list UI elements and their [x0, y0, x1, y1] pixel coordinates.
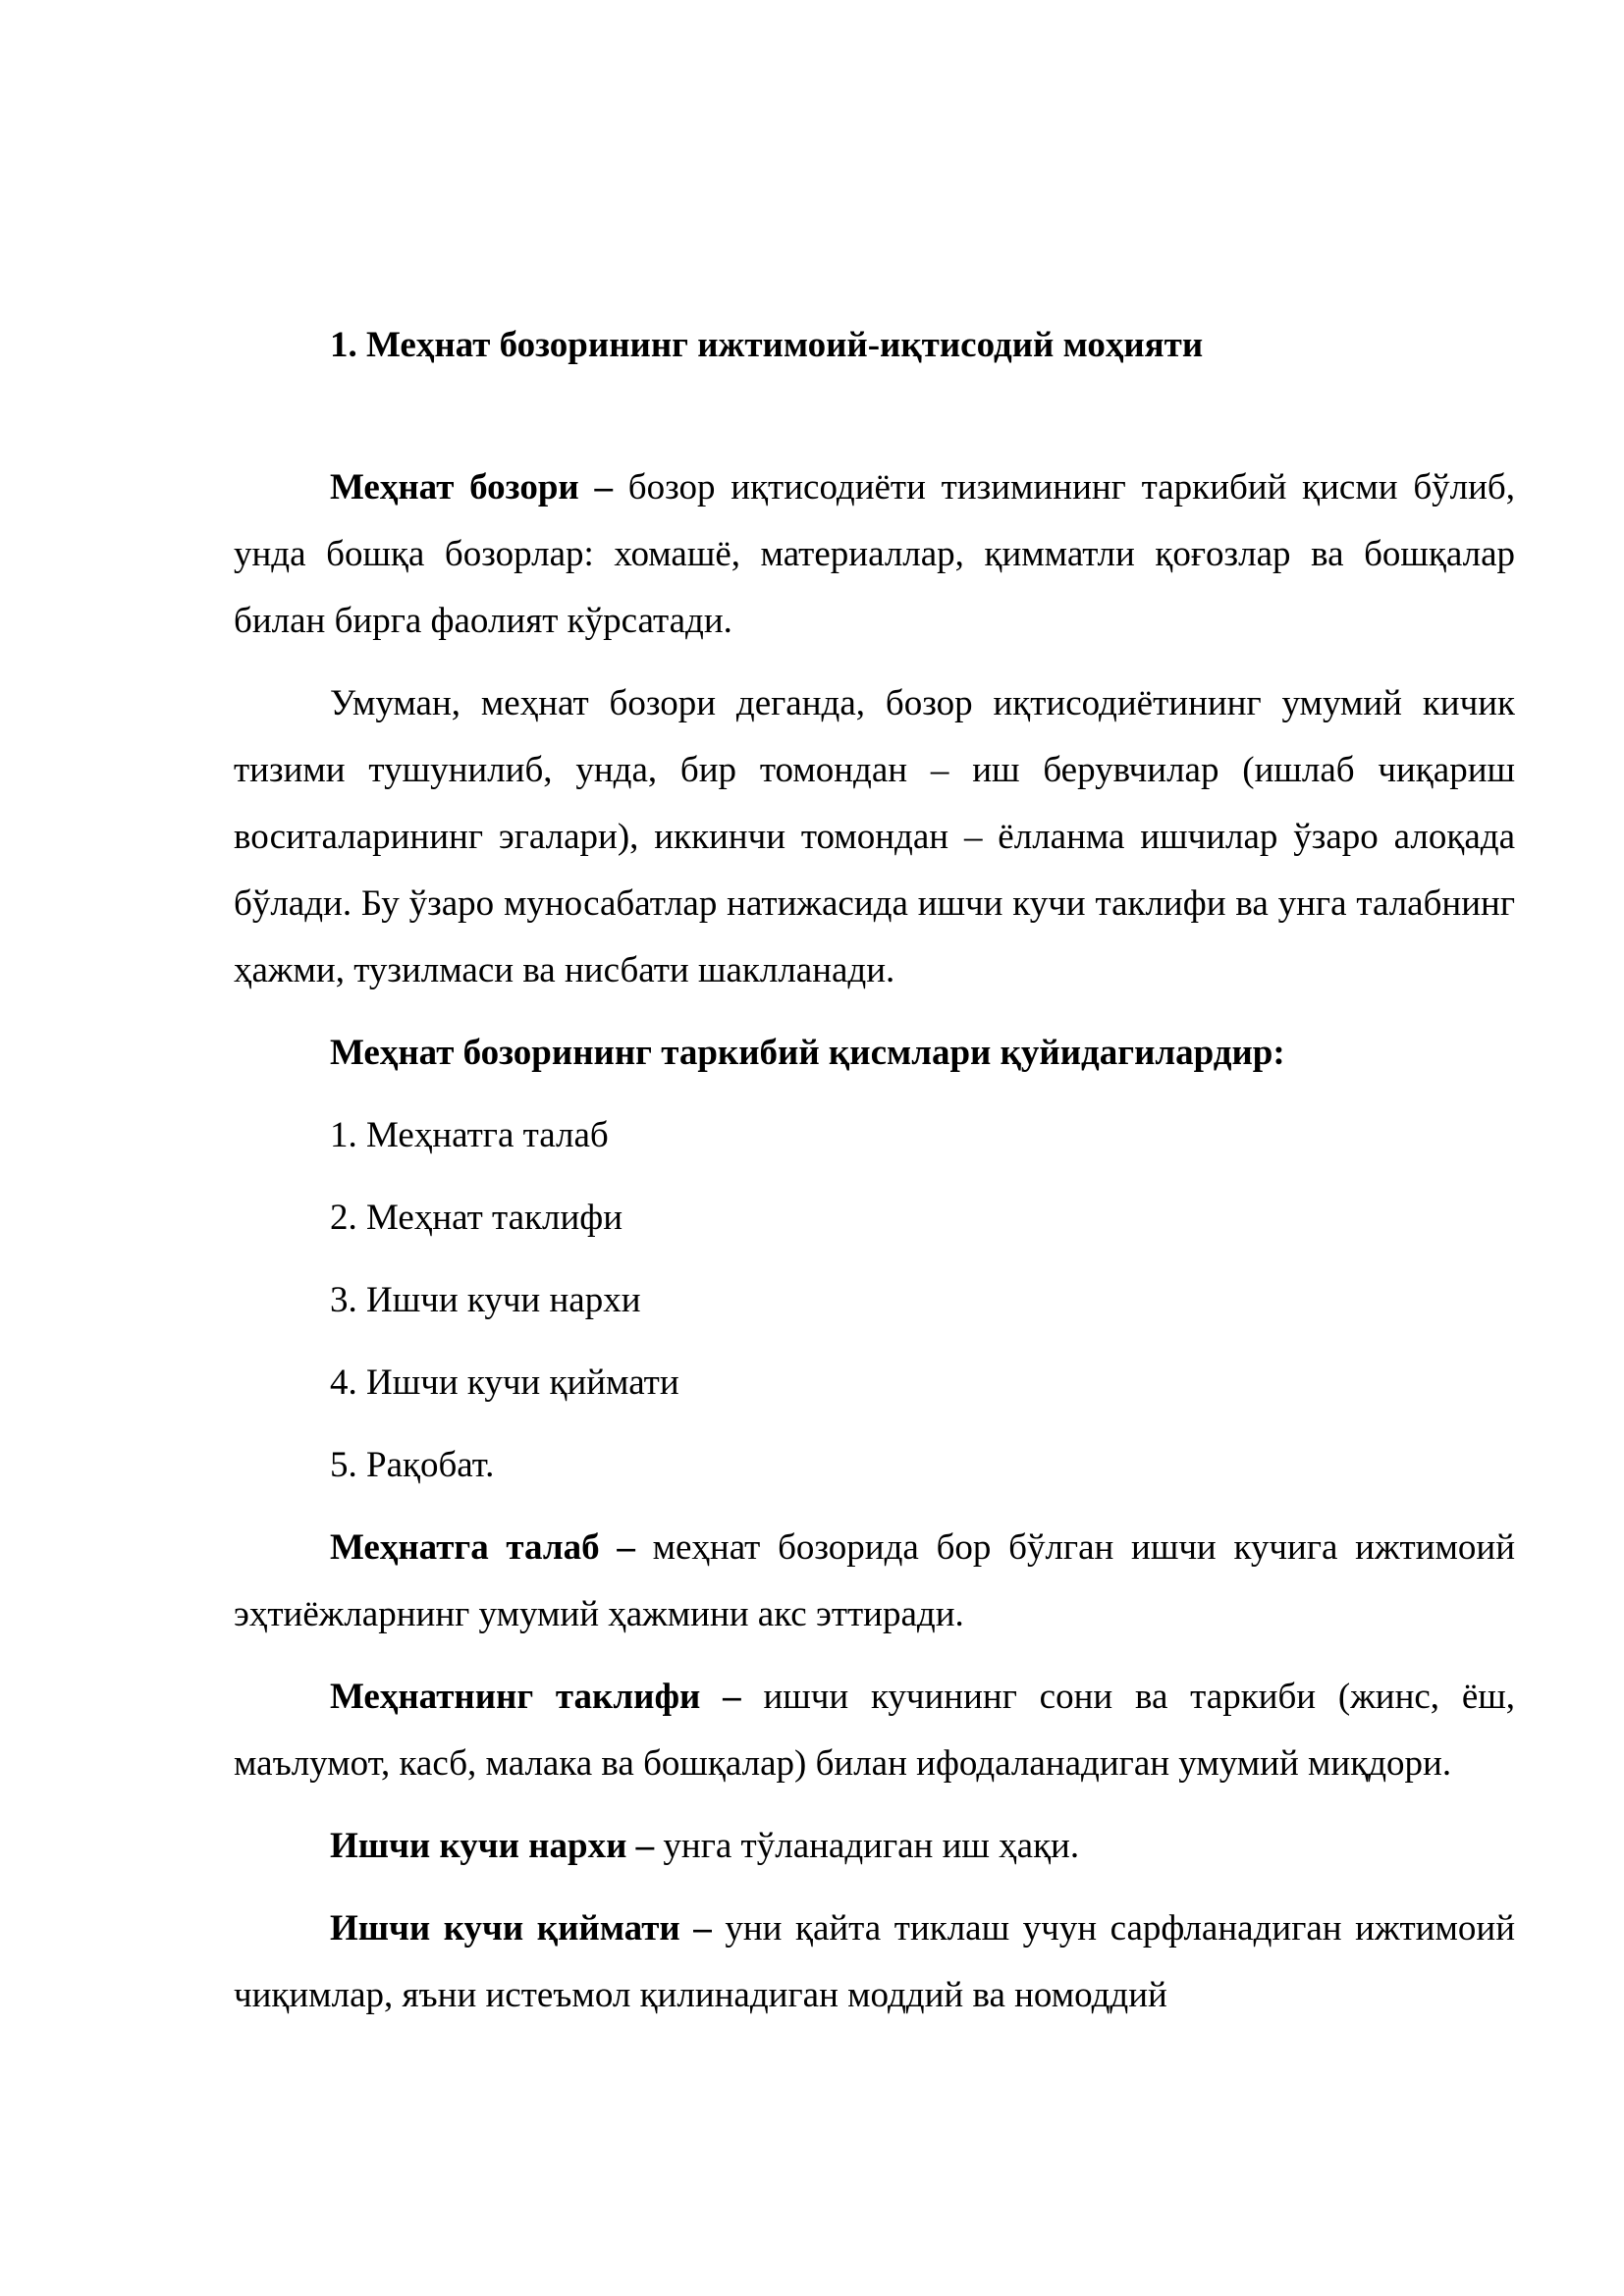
term-labor-supply: Меҳнатнинг таклифи –: [330, 1677, 741, 1717]
definition-labor-demand: [234, 1515, 1515, 1648]
list-item: 3. Ишчи кучи нархи: [330, 1280, 641, 1320]
definition-text: унга тўланадиган иш ҳақи.: [654, 1826, 1080, 1866]
paragraph-labor-market-definition: [234, 454, 1515, 655]
components-subheading: Меҳнат бозорининг таркибий қисмлари қуйидагилардир:: [330, 1033, 1285, 1073]
section-heading: 1. Меҳнат бозорининг ижтимоий-иқтисодий моҳияти: [330, 325, 1204, 365]
definition-text: уни қайта тиклаш учун сарфланадиган ижтимоий чиқимлар, яъни истеъмол қилинадиган моддий ва номоддий: [234, 1908, 1515, 2015]
term-labor-demand: Меҳнатга талаб –: [330, 1527, 635, 1568]
definition-labor-value: [234, 1896, 1515, 2029]
list-item: 5. Рақобат.: [330, 1445, 495, 1485]
list-item: 2. Меҳнат таклифи: [330, 1198, 623, 1238]
paragraph-labor-market-general: [234, 670, 1515, 1004]
term-labor-value: Ишчи кучи қиймати –: [330, 1908, 712, 1949]
definition-labor-supply: [234, 1664, 1515, 1797]
document-body: [234, 312, 1515, 2045]
list-item: 4. Ишчи кучи қиймати: [330, 1362, 679, 1403]
paragraph-text: бозор иқтисодиёти тизимининг таркибий қисми бўлиб, унда бошқа бозорлар: хомашё, материаллар, қимматли қоғозлар ва бошқалар билан бирга фаолият кўрсатади.: [234, 467, 1515, 641]
definition-text: меҳнат бозорида бор бўлган ишчи кучига ижтимоий эҳтиёжларнинг умумий ҳажмини акс эттиради.: [234, 1527, 1515, 1634]
definition-text: ишчи кучининг сони ва таркиби (жинс, ёш, маълумот, касб, малака ва бошқалар) билан ифодаланадиган умумий миқдори.: [234, 1677, 1516, 1784]
definition-labor-price: [234, 1813, 1515, 1880]
paragraph-text: Умуман, меҳнат бозори деганда, бозор иқтисодиётининг умумий кичик тизими тушунилиб, унда, бир томондан – иш берувчилар (ишлаб чиқариш воситаларининг эгалари), иккинчи томондан – ёлланма ишчилар ўзаро алоқада бўлади. Бу ўзаро муносабатлар натижасида ишчи кучи таклифи ва унга талабнинг ҳажми, тузилмаси ва нисбати шаклланади.: [234, 683, 1515, 990]
list-item: 1. Меҳнатга талаб: [330, 1115, 609, 1155]
term-labor-market: Меҳнат бозори –: [330, 467, 613, 507]
term-labor-price: Ишчи кучи нархи –: [330, 1826, 655, 1866]
